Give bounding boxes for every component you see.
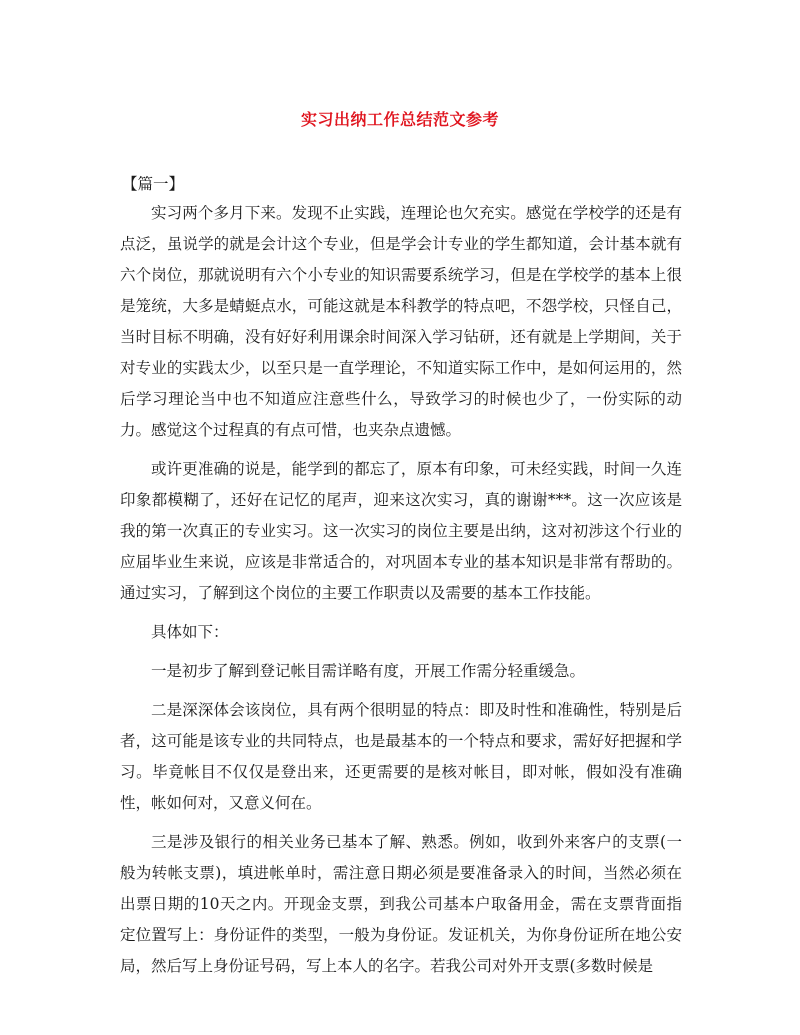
document-title: 实习出纳工作总结范文参考: [300, 110, 499, 129]
paragraph-2: 或许更准确的说是，能学到的都忘了，原本有印象，可未经实践，时间一久连印象都模糊了，还好在记忆的尾声，迎来这次实习，真的谢谢***。这一次应该是我的第一次真正的专业实习。这一次实习的岗位主要是出纳，这对初涉这个行业的应届毕业生来说，应该是非常适合的，对巩固本专业的基本知识是非常有帮助的。通过实习，了解到这个岗位的主要工作职责以及需要的基本工作技能。: [120, 460, 682, 602]
paragraph-6: 三是涉及银行的相关业务已基本了解、熟悉。例如，收到外来客户的支票(一般为转帐支票)，填进帐单时，需注意日期必须是要准备录入的时间，当然必须在出票日期的10天之内。开现金支票，到我公司基本户取备用金，需在支票背面指定位置写上：身份证件的类型，一般为身份证。发证机关，为你身份证所在地公安局，然后写上身份证号码，写上本人的名字。若我公司对外开支票(多数时候是: [120, 833, 682, 975]
section-heading: 【篇一】: [122, 175, 185, 193]
paragraph-3: 具体如下：: [151, 623, 229, 641]
paragraph-5: 二是深深体会该岗位，具有两个很明显的特点：即及时性和准确性，特别是后者，这可能是该专业的共同特点，也是最基本的一个特点和要求，需好好把握和学习。毕竟帐目不仅仅是登出来，还更需要的是核对帐目，即对帐，假如没有准确性，帐如何对，又意义何在。: [120, 701, 682, 812]
paragraph-1: 实习两个多月下来。发现不止实践，连理论也欠充实。感觉在学校学的还是有点泛，虽说学的就是会计这个专业，但是学会计专业的学生都知道，会计基本就有六个岗位，那就说明有六个小专业的知识需要系统学习，但是在学校学的基本上很是笼统，大多是蜻蜓点水，可能这就是本科教学的特点吧，不怨学校，只怪自己，当时目标不明确，没有好好利用课余时间深入学习钻研，还有就是上学期间，关于对专业的实践太少，以至只是一直学理论，不知道实际工作中，是如何运用的，然后学习理论当中也不知道应注意些什么，导致学习的时候也少了，一份实际的动力。感觉这个过程真的有点可惜，也夹杂点遗憾。: [120, 204, 682, 439]
paragraph-4: 一是初步了解到登记帐目需详略有度，开展工作需分轻重缓急。: [151, 662, 586, 680]
document-body: [120, 198, 682, 990]
